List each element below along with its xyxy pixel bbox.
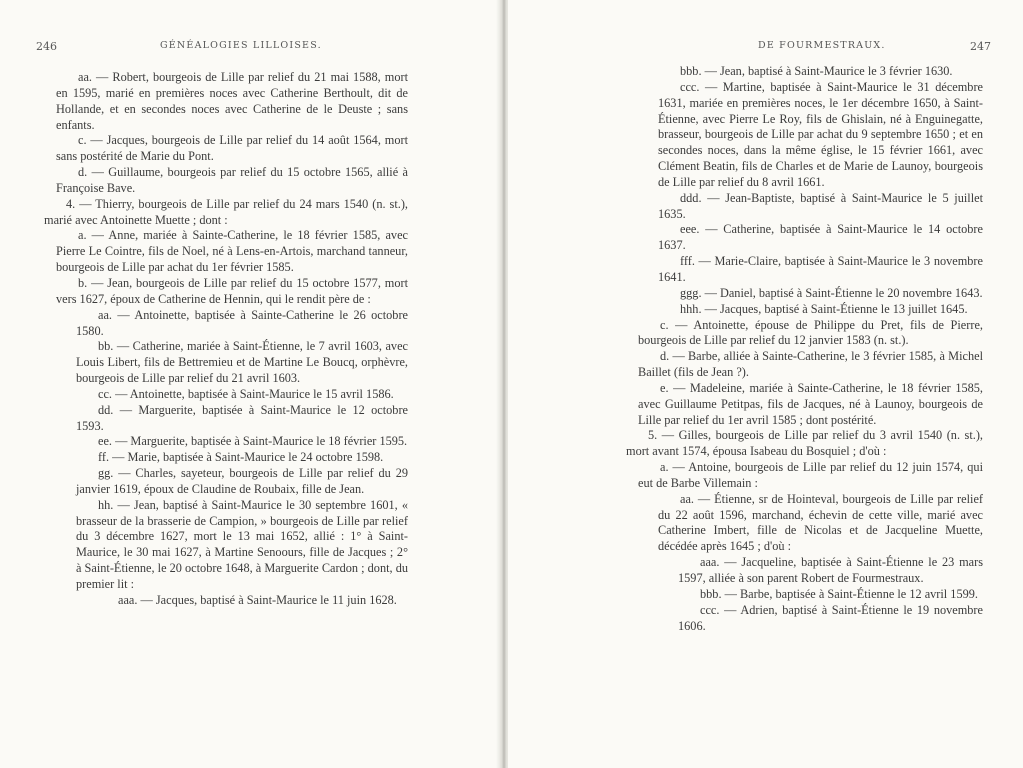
entry-aa-antoinette: aa. — Antoinette, baptisée à Sainte-Catherine le 26 octobre 1580. (76, 307, 408, 338)
entry-fff-marie-claire: fff. — Marie-Claire, baptisée à Saint-Maurice le 3 novembre 1641. (658, 254, 983, 284)
entry-cc-antoinette: cc. — Antoinette, baptisée à Saint-Maurice le 15 avril 1586. (98, 386, 394, 401)
entry-gg-charles: gg. — Charles, sayeteur, bourgeois de Lille par relief du 29 janvier 1619, époux de Claudine de Roubaix, fille de Jean. (76, 466, 408, 496)
entry-eee-catherine: eee. — Catherine, baptisée à Saint-Maurice le 14 octobre 1637. (658, 222, 983, 253)
page-body (626, 64, 983, 634)
running-head: DE FOURMESTRAUX. (758, 40, 886, 51)
right-page (508, 0, 1023, 768)
entry-a-antoine: a. — Antoine, bourgeois de Lille par relief du 12 juin 1574, qui eut de Barbe Villemain : (638, 460, 983, 490)
entry-a-anne: a. — Anne, mariée à Sainte-Catherine, le 18 février 1585, avec Pierre Le Cointre, fils de Noel, né à Lens-en-Artois, marchand tanneur, bourgeois de Lille par achat du 1er février 1585. (56, 228, 408, 275)
entry-bbb-jean: bbb. — Jean, baptisé à Saint-Maurice le 3 février 1630. (680, 64, 953, 78)
entry-hh-jean: hh. — Jean, baptisé à Saint-Maurice le 30 septembre 1601, « brasseur de la brasserie de Campion, » bourgeois de Lille par relief du 3 décembre 1627, mort le 13 mai 1652, allié : 1° à Saint-Maurice, le 30 mai 1627, à Martine Senoours, fille de Jacques ; 2° à Saint-Étienne, le 20 octobre 1648, à Marguerite Cardon ; dont, du premier lit : (76, 497, 408, 591)
running-head: GÉNÉALOGIES LILLOISES. (160, 40, 322, 51)
entry-5-gilles: 5. — Gilles, bourgeois de Lille par relief du 3 avril 1540 (n. st.), mort avant 1574, épousa Isabeau du Bosquiel ; d'où : (626, 428, 983, 459)
entry-aa-robert: aa. — Robert, bourgeois de Lille par relief du 21 mai 1588, mort en 1595, marié en premières noces avec Catherine Berthoult, dit de Hollande, et en secondes noces avec Catherine de le Deuste ; sans enfants. (56, 70, 408, 132)
entry-hhh-jacques: hhh. — Jacques, baptisé à Saint-Étienne le 13 juillet 1645. (680, 301, 968, 316)
entry-ddd-jean-baptiste: ddd. — Jean-Baptiste, baptisé à Saint-Maurice le 5 juillet 1635. (658, 190, 983, 221)
entry-ff-marie: ff. — Marie, baptisée à Saint-Maurice le 24 octobre 1598. (98, 450, 384, 465)
entry-bb-catherine: bb. — Catherine, mariée à Saint-Étienne, le 7 avril 1603, avec Louis Libert, fils de Bettremieu et de Martine Le Boucq, orphèvre, bourgeois de Lille par relief du 21 avril 1603. (76, 339, 408, 386)
page-number: 247 (970, 40, 991, 53)
entry-d-guillaume: d. — Guillaume, bourgeois par relief du 15 octobre 1565, allié à Françoise Bave. (56, 165, 408, 195)
entry-4-thierry: 4. — Thierry, bourgeois de Lille par relief du 24 mars 1540 (n. st.), marié avec Antoinette Muette ; dont : (44, 196, 408, 227)
entry-ee-marguerite: ee. — Marguerite, baptisée à Saint-Maurice le 18 février 1595. (98, 434, 408, 449)
entry-b-jean: b. — Jean, bourgeois de Lille par relief du 15 octobre 1577, mort vers 1627, époux de Catherine de Hennin, qui le rendit père de : (56, 275, 408, 306)
entry-aaa-jacqueline: aaa. — Jacqueline, baptisée à Saint-Étienne le 23 mars 1597, alliée à son parent Robert de Fourmestraux. (678, 555, 983, 585)
entry-e-madeleine: e. — Madeleine, mariée à Sainte-Catherine, le 18 février 1585, avec Guillaume Petitpas, fils de Jacques, né à Launoy, bourgeois de Lille par relief du 1er avril 1585 ; dont postérité. (638, 380, 983, 427)
entry-c-antoinette: c. — Antoinette, épouse de Philippe du Pret, fils de Pierre, bourgeois de Lille par relief du 12 janvier 1583 (n. st.). (638, 317, 983, 348)
entry-c-jacques: c. — Jacques, bourgeois de Lille par relief du 14 août 1564, mort sans postérité de Marie du Pont. (56, 133, 408, 164)
entry-ccc-adrien: ccc. — Adrien, baptisé à Saint-Étienne le 19 novembre 1606. (678, 602, 983, 633)
left-page (0, 0, 500, 768)
page-body (44, 70, 408, 609)
entry-bbb-barbe: bbb. — Barbe, baptisée à Saint-Étienne le 12 avril 1599. (700, 586, 978, 601)
page-number: 246 (36, 40, 57, 53)
entry-aaa-jacques: aaa. — Jacques, baptisé à Saint-Maurice le 11 juin 1628. (118, 592, 397, 607)
entry-ccc-martine: ccc. — Martine, baptisée à Saint-Maurice le 31 décembre 1631, mariée en premières noces, le 1er décembre 1650, à Saint-Étienne, avec Pierre Le Roy, fils de Ghislain, né à Enguinegatte, brasseur, bourgeois de Lille par achat du 9 septembre 1650 ; et en secondes noces, dans la même église, le 15 février 1661, avec Clément Beatin, fils de Charles et de Marie de Launoy, bourgeois de Lille par relief du 8 avril 1661. (658, 79, 983, 189)
entry-aa-etienne: aa. — Étienne, sr de Hointeval, bourgeois de Lille par relief du 22 août 1596, marchand, échevin de cette ville, marié avec Catherine Imbert, fille de Nicolas et de Jacqueline Muette, décédée après 1645 ; d'où : (658, 491, 983, 554)
entry-ggg-daniel: ggg. — Daniel, baptisé à Saint-Étienne le 20 novembre 1643. (680, 285, 983, 300)
entry-d-barbe: d. — Barbe, alliée à Sainte-Catherine, le 3 février 1585, à Michel Baillet (fils de Jean ?). (638, 349, 983, 380)
entry-dd-marguerite: dd. — Marguerite, baptisée à Saint-Maurice le 12 octobre 1593. (76, 402, 408, 433)
